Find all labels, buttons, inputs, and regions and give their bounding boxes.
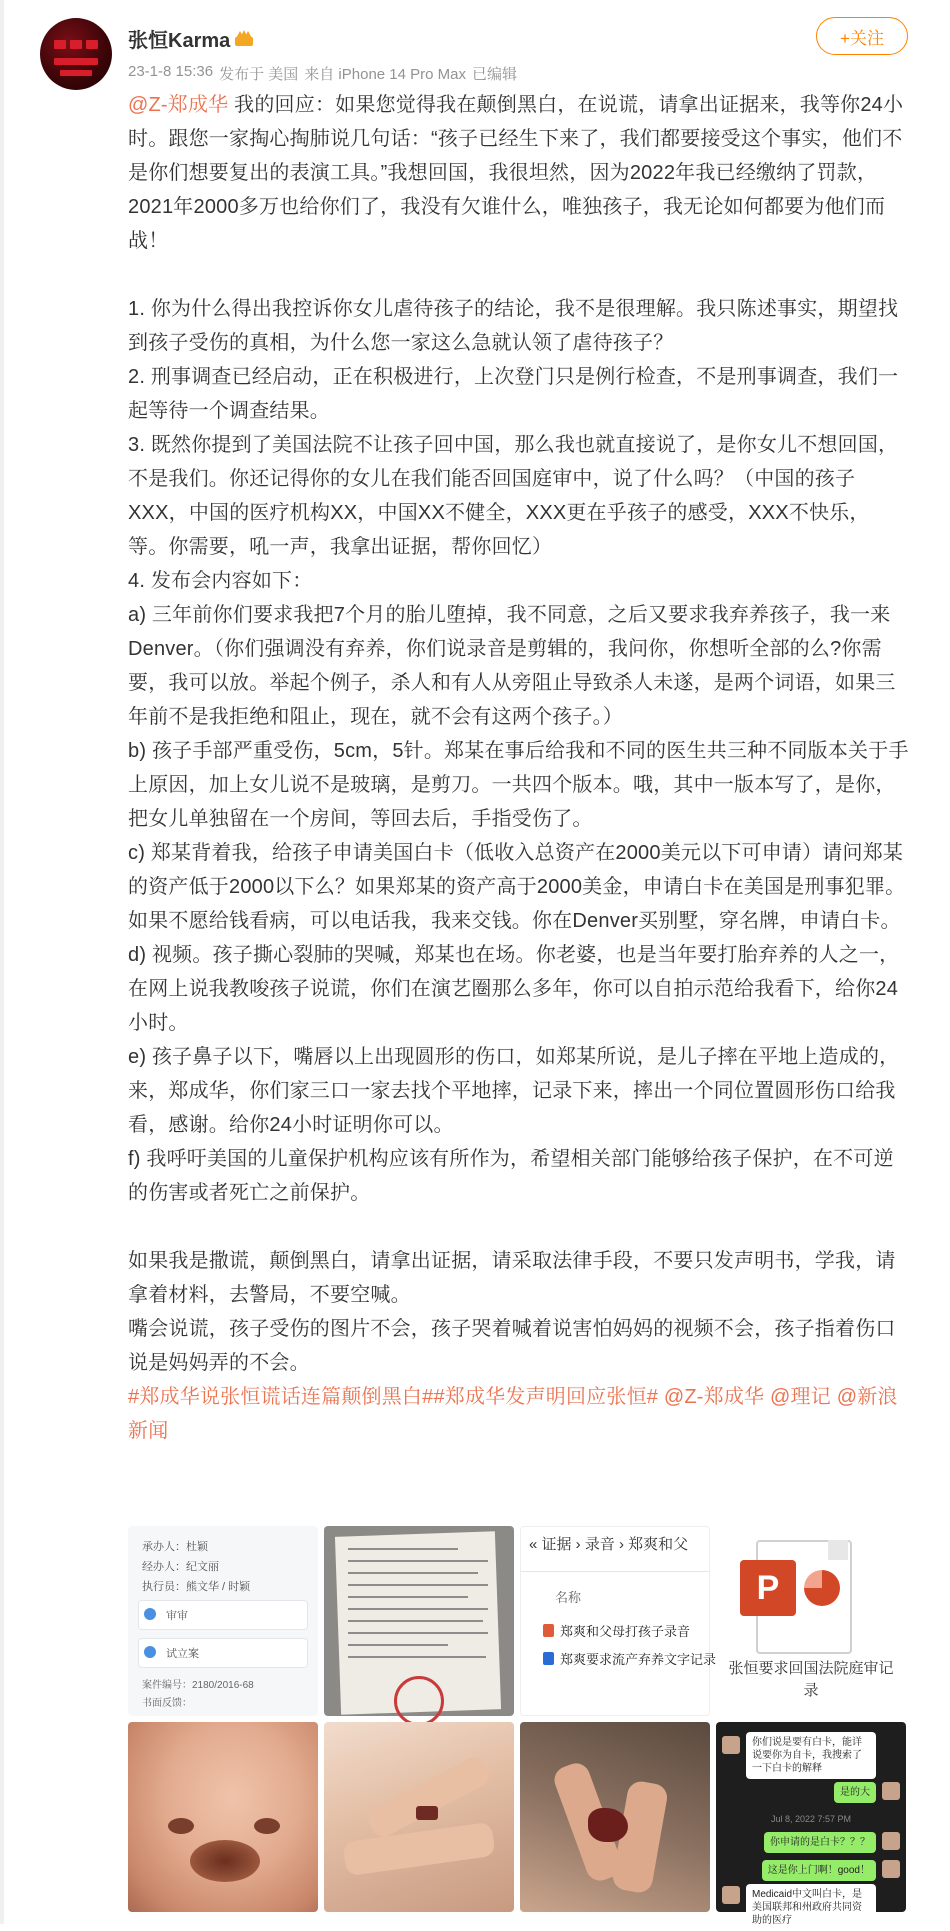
closing-2: 嘴会说谎，孩子受伤的图片不会，孩子哭着喊着说害怕妈妈的视频不会，孩子指着伤口说是妈妈弄的不会。 xyxy=(128,1318,896,1374)
mention-link[interactable]: @理记 xyxy=(770,1386,831,1408)
chat-message: 这是你上门啊！good！ xyxy=(762,1860,876,1881)
red-seal-icon xyxy=(394,1676,444,1726)
follow-button[interactable]: +关注 xyxy=(816,17,908,55)
chat-message: 你们说是要有白卡，能详说要你为自卡，我搜索了一下白卡的解释 xyxy=(746,1732,876,1779)
wound-mark xyxy=(588,1808,628,1842)
doc-row: 案件编号：2180/2016-68 xyxy=(142,1680,254,1691)
doc-section xyxy=(138,1600,308,1630)
post-time[interactable]: 23-1-8 15:36 xyxy=(128,63,214,80)
hashtag-link[interactable]: #郑成华说张恒谎话连篇颠倒黑白# xyxy=(128,1386,434,1408)
status-dot-icon xyxy=(144,1608,156,1620)
avatar[interactable] xyxy=(40,18,112,90)
explorer-file xyxy=(543,1649,716,1668)
image-thumb-hand-injury[interactable] xyxy=(324,1722,514,1912)
word-file-icon xyxy=(543,1652,554,1665)
mention-link[interactable]: @Z-郑成华 xyxy=(128,94,229,116)
image-thumb-nose-wound[interactable] xyxy=(128,1722,318,1912)
chat-message: 你申请的是白卡？？？ xyxy=(764,1832,876,1853)
point-3: 3. 既然你提到了美国法院不让孩子回中国，那么我也就直接说了，是你女儿不想回国，不是我们。你还记得你的女儿在我们能否回国庭审中，说了什么吗？（中国的孩子XXX，中国的医疗机构XX，中国XX不健全，XXX更在乎孩子的感受，XXX不快乐，等。你需要，吼一声，我拿出证据，帮你回忆） xyxy=(128,434,899,558)
point-d: d) 视频。孩子撕心裂肺的哭喊，郑某也在场。你老婆，也是当年要打胎弃养的人之一，在网上说我教唆孩子说谎，你们在演艺圈那么多年，你可以自拍示范给我看下，给你24小时。 xyxy=(128,944,900,1034)
image-thumb-court-document[interactable] xyxy=(324,1526,514,1716)
post-meta xyxy=(128,63,517,84)
point-b: b) 孩子手部严重受伤，5cm，5针。郑某在事后给我和不同的医生共三种不同版本关于手上原因，加上女儿说不是玻璃，是剪刀。一共四个版本。哦，其中一版本写了，是你，把女儿单独留在一个房间，等回去后，手指受伤了。 xyxy=(128,740,909,830)
audio-file-icon xyxy=(543,1624,554,1637)
image-thumb-finger-injury[interactable] xyxy=(520,1722,710,1912)
image-thumb-file-explorer[interactable] xyxy=(520,1526,717,1716)
chat-timestamp: Jul 8, 2022 7:57 PM xyxy=(770,1814,852,1824)
point-e: e) 孩子鼻子以下，嘴唇以上出现圆形的伤口，如郑某所说，是儿子摔在平地上造成的，来，郑成华，你们家三口一家去找个平地摔，记录下来，摔出一个同位置圆形伤口给我看，感谢。给你24小时证明你可以。 xyxy=(128,1046,900,1136)
wound-mark xyxy=(416,1806,438,1820)
username[interactable] xyxy=(128,24,254,53)
doc-row: 经办人：纪文丽 xyxy=(142,1561,219,1573)
point-2: 2. 刑事调查已经启动，正在积极进行，上次登门只是例行检查，不是刑事调查，我们一起等待一个调查结果。 xyxy=(128,366,899,422)
wound-mark xyxy=(190,1840,260,1882)
chat-message: Medicaid中文叫白卡，是美国联邦和州政府共同资助的医疗 xyxy=(746,1884,876,1931)
post-location: 发布于 美国 xyxy=(219,66,299,83)
mention-link[interactable]: @Z-郑成华 xyxy=(663,1386,765,1408)
point-a: a) 三年前你们要求我把7个月的胎儿堕掉，我不同意，之后又要求我弃养孩子，我一来Denver。（你们强调没有弃养，你们说录音是剪辑的，我问你，你想听全部的么?你需要，我可以放。举起个例子，杀人和有人从旁阻止导致杀人未遂，是两个词语，如果三年前不是我拒绝和阻止，现在，就不会有这两个孩子。） xyxy=(128,604,896,728)
image-grid xyxy=(128,1526,906,1926)
mention-link[interactable]: @新浪新闻 xyxy=(128,1386,898,1442)
explorer-file xyxy=(543,1621,690,1640)
image-thumb-document[interactable] xyxy=(128,1526,318,1716)
doc-row: 执行员：熊文华 / 时颖 xyxy=(142,1581,251,1593)
post-intro xyxy=(128,88,910,258)
file-name: 郑爽要求流产弃养文字记录 xyxy=(560,1652,717,1667)
explorer-path: « 证据 › 录音 › 郑爽和父 xyxy=(529,1536,689,1553)
ppt-caption: 张恒要求回国法院庭审记录 xyxy=(728,1660,894,1699)
point-1: 1. 你为什么得出我控诉你女儿虐待孩子的结论，我不是很理解。我只陈述事实，期望找到孩子受伤的真相，为什么您一家这么急就认领了虐待孩子？ xyxy=(128,298,899,354)
point-4: 4. 发布会内容如下： xyxy=(128,570,313,592)
status-dot-icon xyxy=(144,1646,156,1658)
image-thumb-chat-screenshot[interactable] xyxy=(716,1722,906,1926)
point-f: f) 我呼吁美国的儿童保护机构应该有所作为，希望相关部门能够给孩子保护，在不可逆的伤害或者死亡之前保护。 xyxy=(128,1148,894,1204)
point-c: c) 郑某背着我，给孩子申请美国白卡（低收入总资产在2000美元以下可申请）请问郑某的资产低于2000以下么？如果郑某的资产高于2000美金，申请白卡在美国是刑事犯罪。如果不愿给钱看病，可以电话我，我来交钱。你在Denver买别墅，穿名牌，申请白卡。 xyxy=(128,842,906,932)
intro-text: 我的回应：如果您觉得我在颠倒黑白，在说谎，请拿出证据来，我等你24小时。跟您一家掏心掏肺说几句话：“孩子已经生下来了，我们都要接受这个事实，他们不是你们想要复出的表演工具。”我想回国，我很坦然，因为2022年我已经缴纳了罚款，2021年2000多万也给你们了，我没有欠谁什么，唯独孩子，我无论如何都要为他们而战！ xyxy=(128,94,904,252)
post-tags xyxy=(128,1380,910,1448)
hashtag-link[interactable]: #郑成华发声明回应张恒# xyxy=(433,1386,659,1408)
doc-section xyxy=(138,1638,308,1668)
closing-1: 如果我是撒谎，颠倒黑白，请拿出证据，请采取法律手段，不要只发声明书，学我，请拿着材料，去警局，不要空喊。 xyxy=(128,1250,896,1306)
crown-icon xyxy=(234,30,254,48)
chat-message: 是的大 xyxy=(834,1782,876,1803)
edited-label[interactable]: 已编辑 xyxy=(472,66,518,83)
doc-section-label: 试立案 xyxy=(166,1648,199,1660)
post-source: 来自 iPhone 14 Pro Max xyxy=(304,66,466,83)
username-text[interactable]: 张恒Karma xyxy=(128,30,231,52)
file-name: 郑爽和父母打孩子录音 xyxy=(560,1624,691,1639)
pie-chart-icon xyxy=(804,1570,840,1606)
post-body xyxy=(128,88,910,1448)
doc-section-label: 审审 xyxy=(166,1610,188,1622)
image-thumb-ppt-file[interactable] xyxy=(716,1526,906,1716)
powerpoint-icon: P xyxy=(740,1560,796,1616)
doc-row: 承办人：杜颖 xyxy=(142,1541,208,1553)
explorer-column-header: 名称 xyxy=(555,1590,582,1605)
left-divider xyxy=(0,0,4,1924)
doc-row: 书面反馈： xyxy=(142,1698,192,1709)
